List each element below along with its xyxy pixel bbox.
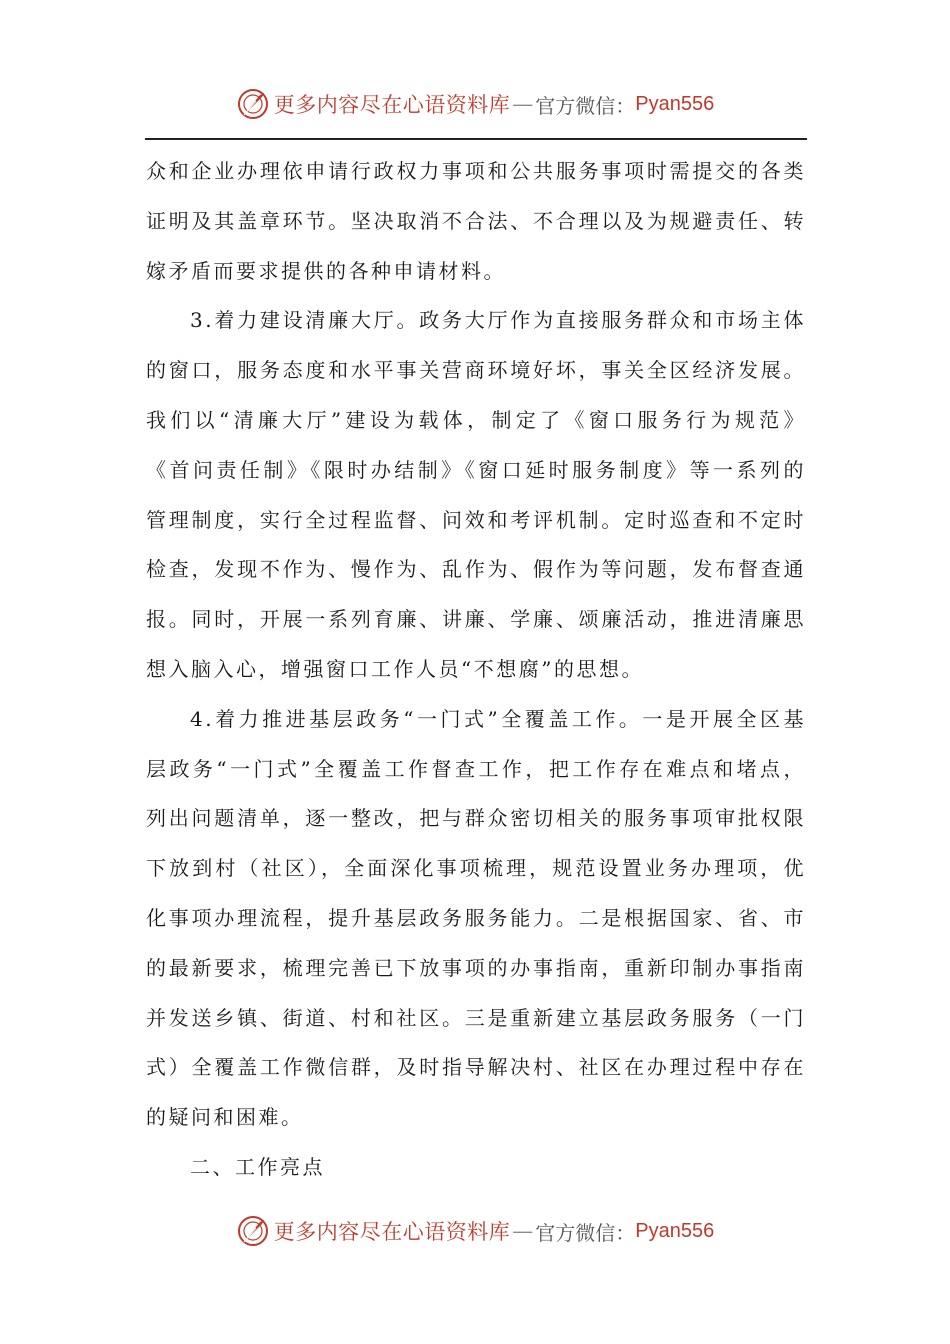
body-line: 报。同时，开展一系列育廉、讲廉、学廉、颂廉活动，推进清廉思	[146, 607, 806, 632]
body-line: 证明及其盖章环节。坚决取消不合法、不合理以及为规避责任、转	[146, 208, 806, 233]
body-line: 众和企业办理依申请行政权力事项和公共服务事项时需提交的各类	[146, 159, 806, 183]
body-line: 检查，发现不作为、慢作为、乱作为、假作为等问题，发布督查通	[146, 557, 806, 582]
footer-banner	[0, 1211, 950, 1251]
header-divider	[145, 138, 807, 140]
document-body	[146, 147, 806, 1193]
body-line: 想入脑入心，增强窗口工作人员“不想腐”的思想。	[146, 656, 644, 681]
body-line: 化事项办理流程，提升基层政务服务能力。二是根据国家、省、市	[146, 905, 806, 930]
body-line: 管理制度，实行全过程监督、问效和考评机制。定时巡查和不定时	[146, 507, 806, 532]
body-line: 并发送乡镇、街道、村和社区。三是重新建立基层政务服务（一门	[146, 1005, 806, 1030]
header-banner-wechat-id: Pyan556	[635, 92, 715, 115]
header-banner	[0, 84, 950, 124]
quill-logo-icon	[236, 1214, 270, 1248]
body-line: 的疑问和困难。	[146, 1105, 304, 1130]
body-line: 4.着力推进基层政务“一门式”全覆盖工作。一是开展全区基	[190, 706, 806, 731]
body-line: 《首问责任制》《限时办结制》《窗口延时服务制度》等一系列的	[146, 457, 806, 482]
body-line: 层政务“一门式”全覆盖工作督查工作，把工作存在难点和堵点，	[146, 756, 806, 781]
body-line: 下放到村（社区），全面深化事项梳理，规范设置业务办理项，优	[146, 856, 806, 881]
footer-banner-text: 更多内容尽在心语资料库	[273, 1220, 511, 1244]
body-line: 式）全覆盖工作微信群，及时指导解决村、社区在办理过程中存在	[146, 1055, 806, 1080]
body-line: 我们以“清廉大厅”建设为载体，制定了《窗口服务行为规范》	[146, 407, 806, 432]
quill-logo-icon	[236, 87, 270, 121]
header-banner-wechat-label: 官方微信：	[535, 93, 636, 118]
header-banner-text: 更多内容尽在心语资料库	[273, 93, 511, 117]
body-line: 嫁矛盾而要求提供的各种申请材料。	[146, 258, 506, 283]
footer-banner-dash: —	[512, 1219, 534, 1243]
header-banner-dash: —	[512, 92, 534, 116]
body-line: 的最新要求，梳理完善已下放事项的办事指南，重新印制办事指南	[146, 955, 806, 980]
body-line: 3.着力建设清廉大厅。政务大厅作为直接服务群众和市场主体	[190, 308, 806, 333]
body-line: 的窗口，服务态度和水平事关营商环境好坏，事关全区经济发展。	[146, 358, 806, 383]
footer-banner-wechat-id: Pyan556	[635, 1219, 715, 1242]
footer-banner-wechat-label: 官方微信：	[535, 1220, 636, 1245]
section-heading: 二、工作亮点	[190, 1154, 325, 1179]
body-line: 列出问题清单，逐一整改，把与群众密切相关的服务事项审批权限	[146, 806, 806, 831]
